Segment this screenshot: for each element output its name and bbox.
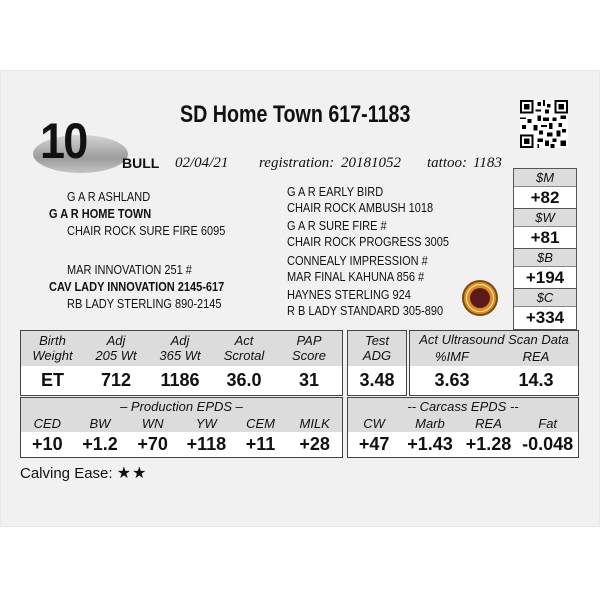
ultrasound-table — [409, 330, 579, 396]
test-adg-table — [347, 330, 407, 396]
production-epd-header: CEM — [234, 415, 288, 432]
ultrasound-header: %IMF — [410, 348, 495, 366]
production-epd-value: +118 — [179, 432, 234, 458]
pedigree-extended: HAYNES STERLING 924 — [287, 288, 411, 302]
perf-value: 36.0 — [212, 366, 276, 396]
ultrasound-value: 14.3 — [494, 366, 579, 396]
pedigree-extended: R B LADY STANDARD 305-890 — [287, 304, 444, 318]
ultrasound-header: REA — [494, 348, 579, 366]
dollar-value: +194 — [514, 267, 576, 289]
dollar-value: +334 — [514, 307, 576, 329]
production-epd-value: +11 — [234, 432, 288, 458]
carcass-epd-value: +47 — [348, 432, 401, 458]
dollar-value-box — [513, 288, 577, 330]
perf-value: 712 — [84, 366, 148, 396]
calving-ease-stars: ★★ — [116, 465, 148, 482]
carcass-epd-value: -0.048 — [517, 432, 578, 458]
registration-number: 20181052 — [341, 155, 401, 171]
lot-number: 10 — [40, 113, 87, 169]
production-epd-value: +10 — [21, 432, 74, 458]
pedigree-sire-sire: G A R ASHLAND — [67, 190, 151, 204]
production-epd-header: BW — [74, 415, 127, 432]
carcass-epds-table — [347, 397, 579, 458]
perf-header: PAP Score — [276, 331, 343, 366]
test-adg-value: 3.48 — [348, 366, 407, 396]
pedigree-extended: G A R EARLY BIRD — [287, 185, 384, 199]
pedigree-sire-dam: CHAIR ROCK SURE FIRE 6095 — [67, 224, 226, 238]
qr-code — [520, 100, 568, 148]
sex: BULL — [122, 155, 160, 171]
carcass-epd-header: Fat — [517, 415, 578, 432]
ultrasound-value: 3.63 — [410, 366, 495, 396]
performance-table — [20, 330, 343, 396]
pedigree-extended: MAR FINAL KAHUNA 856 # — [287, 270, 425, 284]
production-epd-header: MILK — [287, 415, 342, 432]
dollar-value-label: $C — [514, 289, 576, 307]
dollar-value-box — [513, 248, 577, 290]
production-epds-table — [20, 397, 343, 458]
production-epd-value: +70 — [126, 432, 179, 458]
animal-name: SD Home Town 617-1183 — [180, 101, 411, 128]
pedigree-sire: G A R HOME TOWN — [49, 207, 152, 221]
tattoo-number: 1183 — [473, 155, 502, 171]
carcass-epd-header: REA — [460, 415, 518, 432]
dollar-value-box — [513, 208, 577, 250]
ultrasound-title: Act Ultrasound Scan Data — [410, 331, 579, 348]
perf-header: Adj 365 Wt — [148, 331, 212, 366]
production-epd-value: +1.2 — [74, 432, 127, 458]
perf-header: Adj 205 Wt — [84, 331, 148, 366]
production-epd-header: WN — [126, 415, 179, 432]
dollar-value-label: $B — [514, 249, 576, 267]
tattoo-label: tattoo: — [427, 155, 467, 171]
carcass-epd-header: CW — [348, 415, 401, 432]
birth-date: 02/04/21 — [175, 155, 229, 171]
pedigree-extended: CONNEALY IMPRESSION # — [287, 254, 428, 268]
breed-association-seal — [462, 280, 498, 316]
registration-label: registration: — [259, 155, 335, 171]
calving-ease-label: Calving Ease: — [20, 465, 113, 482]
production-epd-header: CED — [21, 415, 74, 432]
perf-value: ET — [21, 366, 85, 396]
pedigree-extended: G A R SURE FIRE # — [287, 219, 387, 233]
perf-value: 1186 — [148, 366, 212, 396]
perf-header: Act Scrotal — [212, 331, 276, 366]
pedigree-extended: CHAIR ROCK PROGRESS 3005 — [287, 235, 450, 249]
carcass-epds-title: -- Carcass EPDS -- — [348, 398, 579, 415]
production-epd-header: YW — [179, 415, 234, 432]
test-adg-header: Test ADG — [348, 331, 407, 366]
pedigree-dam: CAV LADY INNOVATION 2145-617 — [49, 280, 225, 294]
dollar-value-label: $W — [514, 209, 576, 227]
dollar-value-box — [513, 168, 577, 210]
production-epd-value: +28 — [287, 432, 342, 458]
dollar-value: +81 — [514, 227, 576, 249]
carcass-epd-value: +1.28 — [460, 432, 518, 458]
perf-value: 31 — [276, 366, 343, 396]
pedigree-extended: CHAIR ROCK AMBUSH 1018 — [287, 201, 434, 215]
perf-header: Birth Weight — [21, 331, 85, 366]
production-epds-title: – Production EPDS – — [21, 398, 343, 415]
dollar-value: +82 — [514, 187, 576, 209]
dollar-value-label: $M — [514, 169, 576, 187]
pedigree-dam-sire: MAR INNOVATION 251 # — [67, 263, 192, 277]
pedigree-dam-dam: RB LADY STERLING 890-2145 — [67, 297, 222, 311]
carcass-epd-value: +1.43 — [400, 432, 460, 458]
carcass-epd-header: Marb — [400, 415, 460, 432]
calving-ease — [20, 463, 147, 483]
